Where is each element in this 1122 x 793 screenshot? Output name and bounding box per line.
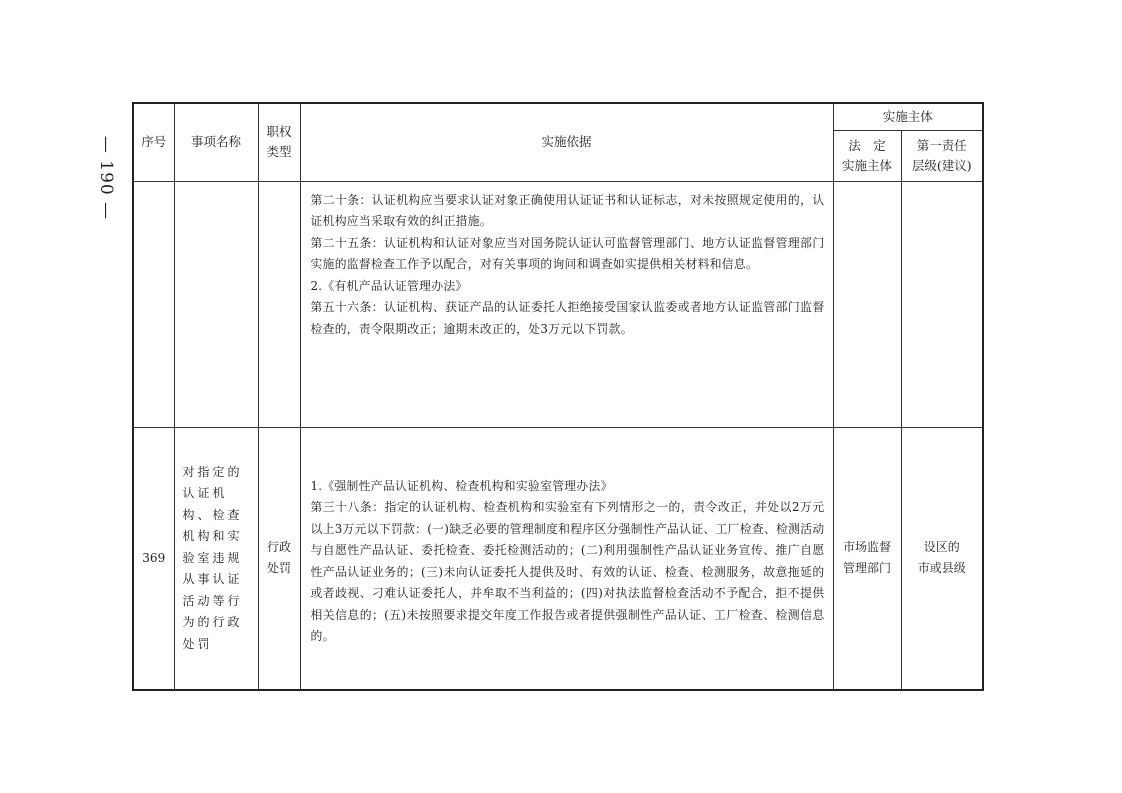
row-level <box>901 427 983 690</box>
cont-name-cell <box>174 181 258 427</box>
row-level-line2: 市或县级 <box>917 561 966 576</box>
cont-seq-cell <box>133 181 174 427</box>
row-level-line1: 设区的 <box>923 540 960 555</box>
row-item-name: 对指定的认证机构、检查机构和实验室违规从事认证活动等行为的行政处罚 <box>174 427 258 690</box>
basis-paragraph: 第三十八条：指定的认证机构、检查机构和实验室有下列情形之一的，责令改正，并处以2万元以上3万元以下罚款：(一)缺乏必要的管理制度和程序区分强制性产品认证、工厂检查、检测活动与自愿性产品认证、委托检查、委托检测活动的；(二)利用强制性产品认证业务宣传、推广自愿性产品认证业务的；(三)未向认证委托人提供及时、有效的认证、检查、检测服务，故意拖延的或者歧视、刁难认证委托人，并牟取不当利益的；(四)对执法监督检查活动不予配合，拒不提供相关信息的；(五)未按照要求提交年度工作报告或者提供强制性产品认证、工厂检查、检测信息的。 <box>310 500 825 643</box>
header-legal-subject <box>833 130 901 181</box>
header-legal-line2: 实施主体 <box>841 157 892 173</box>
row-type-line1: 行政 <box>266 540 291 555</box>
cont-level-cell <box>901 181 983 427</box>
header-subject: 实施主体 <box>833 103 983 130</box>
header-legal-line1: 法 定 <box>848 137 886 153</box>
page-number <box>88 118 124 238</box>
header-type-line2: 类型 <box>266 144 292 160</box>
basis-paragraph: 第二十五条：认证机构和认证对象应当对国务院认证认可监督管理部门、地方认证监督管理部门实施的监督检查工作予以配合，对有关事项的询问和调查如实提供相关材料和信息。 <box>310 235 825 271</box>
row-legal-line1: 市场监督 <box>842 540 891 555</box>
row-seq: 369 <box>133 427 174 690</box>
header-type <box>258 103 300 181</box>
cont-legal-cell <box>833 181 901 427</box>
header-type-line1: 职权 <box>266 124 292 140</box>
basis-paragraph: 第二十条：认证机构应当要求认证对象正确使用认证证书和认证标志，对未按照规定使用的，认证机构应当采取有效的纠正措施。 <box>310 192 825 228</box>
row-type-line2: 处罚 <box>266 561 291 576</box>
header-name: 事项名称 <box>174 103 258 181</box>
header-row-1 <box>133 103 983 130</box>
header-level-line1: 第一责任 <box>916 137 967 153</box>
header-seq: 序号 <box>133 103 174 181</box>
basis-paragraph: 2.《有机产品认证管理办法》 <box>310 278 468 293</box>
basis-paragraph: 1.《强制性产品认证机构、检查机构和实验室管理办法》 <box>310 478 613 493</box>
cont-type-cell <box>258 181 300 427</box>
header-level <box>901 130 983 181</box>
header-level-line2: 层级(建议) <box>911 157 972 173</box>
continuation-row <box>133 181 983 427</box>
row-basis <box>300 427 833 690</box>
table-row <box>133 427 983 690</box>
row-legal-subject <box>833 427 901 690</box>
enforcement-table <box>132 102 984 691</box>
basis-paragraph: 第五十六条：认证机构、获证产品的认证委托人拒绝接受国家认监委或者地方认证监管部门监督检查的，责令限期改正；逾期未改正的，处3万元以下罚款。 <box>310 300 825 336</box>
page-number-text: — 190 — <box>96 135 117 221</box>
header-basis: 实施依据 <box>300 103 833 181</box>
cont-basis-cell <box>300 181 833 427</box>
row-legal-line2: 管理部门 <box>842 561 891 576</box>
row-type <box>258 427 300 690</box>
